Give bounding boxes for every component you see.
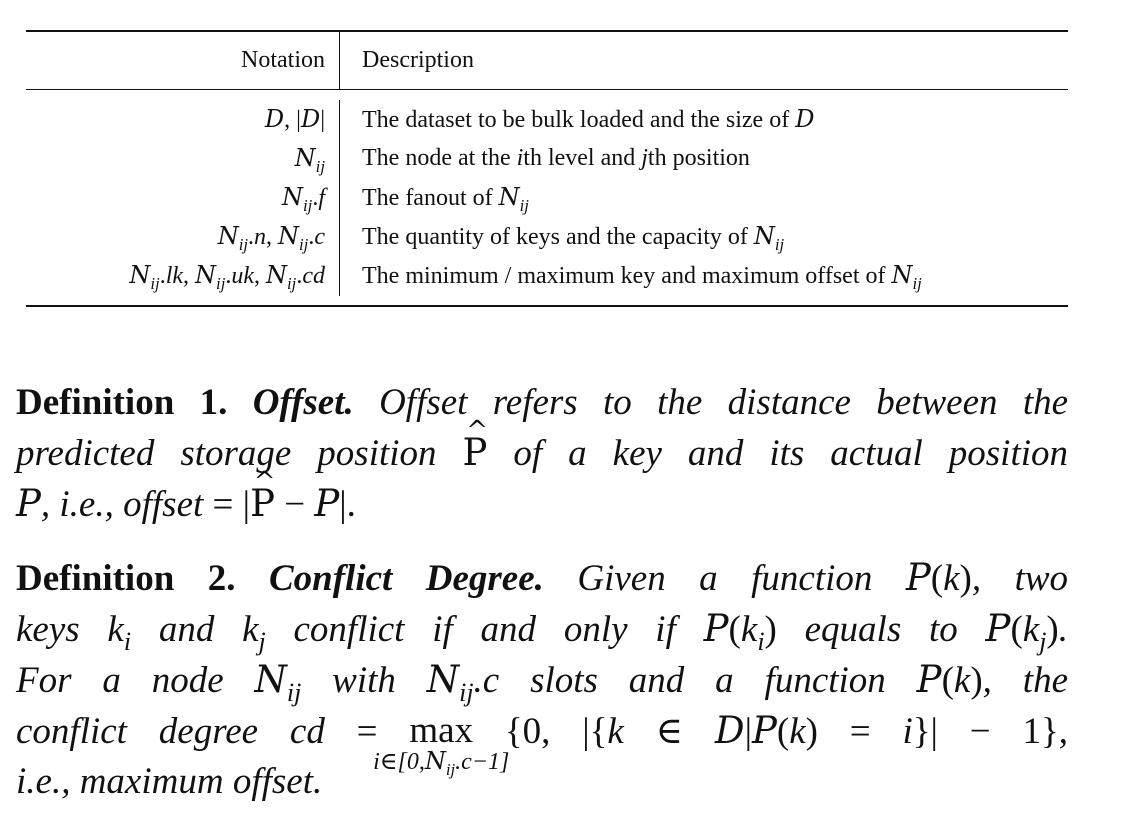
definition-term: Conflict Degree. xyxy=(268,558,544,599)
description-header: Description xyxy=(362,47,474,73)
definition-line: keys $k_i$ and $k_j$ conflict if and only if $P(k_i)$ equals to $P(k_j)$. xyxy=(16,607,1068,657)
description-cell: The quantity of keys and the capacity of $N_{ij}$ xyxy=(362,221,785,254)
notation-cell: $N_{ij}$ xyxy=(26,139,340,179)
definition-line xyxy=(16,378,1068,428)
table-row xyxy=(26,256,1068,295)
table-row xyxy=(26,139,1068,178)
notation-cell: $N_{ij}.n$, $N_{ij}.c$ xyxy=(26,217,340,257)
definition-line: P, i.e., offset = |^ P − P|. xyxy=(16,479,1068,530)
definition-text: Given a function P(k), two xyxy=(577,556,1069,599)
notation-cell: $N_{ij}.lk$, $N_{ij}.uk$, $N_{ij}.cd$ xyxy=(26,256,340,296)
table-row xyxy=(26,100,1068,139)
description-cell: The minimum / maximum key and maximum offset of $N_{ij}$ xyxy=(362,260,922,293)
definition-term: Offset. xyxy=(252,382,354,423)
notation-header: Notation xyxy=(26,32,340,89)
definition-line: i.e., maximum offset. xyxy=(16,761,323,802)
notation-cell: $N_{ij}.f$ xyxy=(26,178,340,218)
table-row xyxy=(26,217,1068,256)
table-body xyxy=(26,90,1068,305)
table-row xyxy=(26,178,1068,217)
definition-conflict-degree xyxy=(16,553,1068,807)
definition-line xyxy=(16,553,1068,604)
notation-cell: D, |D| xyxy=(26,100,340,140)
table-header-row xyxy=(26,32,1068,90)
definition-label: Definition 1. xyxy=(16,382,228,423)
description-cell: The fanout of $N_{ij}$ xyxy=(362,182,529,215)
definition-text: Offset refers to the distance between the xyxy=(379,382,1069,423)
definition-label: Definition 2. xyxy=(16,558,236,599)
definition-line: conflict degree cd = max $i\in[0,N_{ij}.c-1]$ {0, |{k ∈ D|P(k) = i}| − 1}, xyxy=(16,709,1068,779)
description-cell: The node at the ith level and jth position xyxy=(362,145,750,171)
description-cell: The dataset to be bulk loaded and the size of D xyxy=(362,104,815,133)
definition-line: predicted storage position ^ P of a key and its actual position xyxy=(16,428,1068,479)
definition-line: For a node $N_{ij}$ with $N_{ij}.c$ slots and a function P(k), the xyxy=(16,658,1068,708)
notation-table xyxy=(26,30,1068,307)
definition-offset xyxy=(16,378,1068,530)
